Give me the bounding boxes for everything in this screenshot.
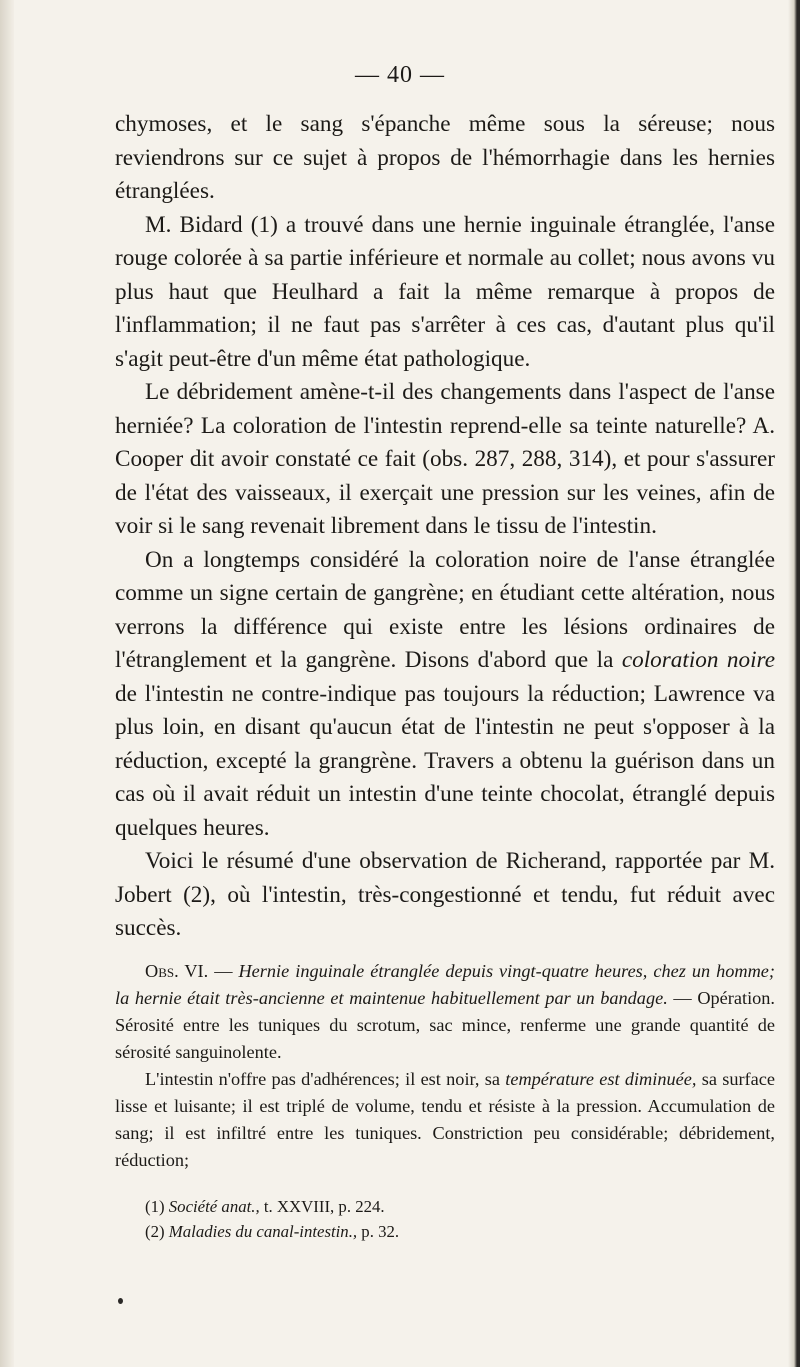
observation-paragraph-2 [115,1066,775,1174]
main-text [115,108,775,1244]
observation-text-2a: L'intestin n'offre pas d'adhérences; il est noir, sa [145,1068,500,1089]
observation-text-1: — Opération. Sérosité entre les tuniques du scrotum, sac mince, renferme une grande quantité de sérosité sanguinolente. [115,987,776,1062]
paragraph-1: chymoses, et le sang s'épanche même sous la séreuse; nous reviendrons sur ce sujet à propos de l'hémorrhagie dans les hernies étranglées. [115,111,775,204]
paragraph-5: Voici le résumé d'une observation de Richerand, rapportée par M. Jobert (2), où l'intestin, très-congestionné et tendu, fut réduit avec succès. [115,848,775,941]
observation-title: Hernie inguinale étranglée depuis vingt-quatre heures, chez un homme; la hernie était très-ancienne et maintenue habituellement par un bandage. [115,960,776,1008]
footnote-1-number: (1) [145,1196,165,1216]
footnote-2 [115,1219,775,1244]
paragraph-3: Le débridement amène-t-il des changements dans l'aspect de l'anse herniée? La coloration de l'intestin reprend-elle sa teinte naturelle? A. Cooper dit avoir constaté ce fait (obs. 287, 288, 314), et pour s'assurer de l'état des vaisseaux, il exerçait une pression sur les veines, afin de voir si le sang revenait librement dans le tissu de l'intestin. [115,379,775,539]
page-right-edge [788,0,800,1367]
footnote-2-source: Maladies du canal-intestin., [168,1221,358,1241]
ink-mark [118,1298,123,1304]
page-left-edge [0,0,14,1367]
footnotes [115,1194,775,1244]
observation-label: Obs. VI. [145,960,209,981]
paragraph-2: M. Bidard (1) a trouvé dans une hernie inguinale étranglée, l'anse rouge colorée à sa partie inférieure et normale au collet; nous avons vu plus haut que Heulhard a fait la même remarque à propos de l'inflammation; il ne faut pas s'arrêter à ces cas, d'autant plus qu'il s'agit peut-être d'un même état pathologique. [115,211,775,372]
footnote-1-ref: t. XXVIII, p. 224. [263,1196,385,1216]
footnote-1 [115,1194,775,1219]
page-number: — 40 — [355,62,445,88]
paragraph-4-start: On a longtemps considéré la coloration noire de l'anse étranglée comme un signe certain de gangrène; en étudiant cette altération, nous verrons la différence qui existe entre les lésions ordinaires de l'étranglement et la gangrène. Disons d'abord que la [115,546,775,673]
observation-text-2-emphasis: température est diminuée, [505,1068,697,1089]
observation-block [115,958,775,1174]
observation-text-2b: sa surface lisse et luisante; il est triplé de volume, tendu et résiste à la pression. Accumulation de sang; il est infiltré entre les tuniques. Constriction peu considérable; débridement, réduction; [115,1068,775,1170]
observation-paragraph: Obs. VI. — Hernie inguinale étranglée depuis vingt-quatre heures, chez un homme; la hernie était très-ancienne et maintenue habituellement par un bandage. — Opération. Sérosité entre les tuniques du scrotum, sac mince, renferme une grande quantité de sérosité sanguinolente. [115,960,776,1062]
footnote-2-number: (2) [145,1221,165,1241]
footnote-1-source: Société anat., [168,1196,260,1216]
paragraph-4-emphasis: coloration noire [621,647,776,673]
footnote-2-ref: p. 32. [361,1221,400,1241]
paragraph-4-end: de l'intestin ne contre-indique pas toujours la réduction; Lawrence va plus loin, en disant qu'aucun état de l'intestin ne peut s'opposer à la réduction, excepté la grangrène. Travers a obtenu la guérison dans un cas où il avait réduit un intestin d'une teinte chocolat, étranglé depuis quelques heures. [115,680,775,841]
paragraph-4 [115,544,775,846]
